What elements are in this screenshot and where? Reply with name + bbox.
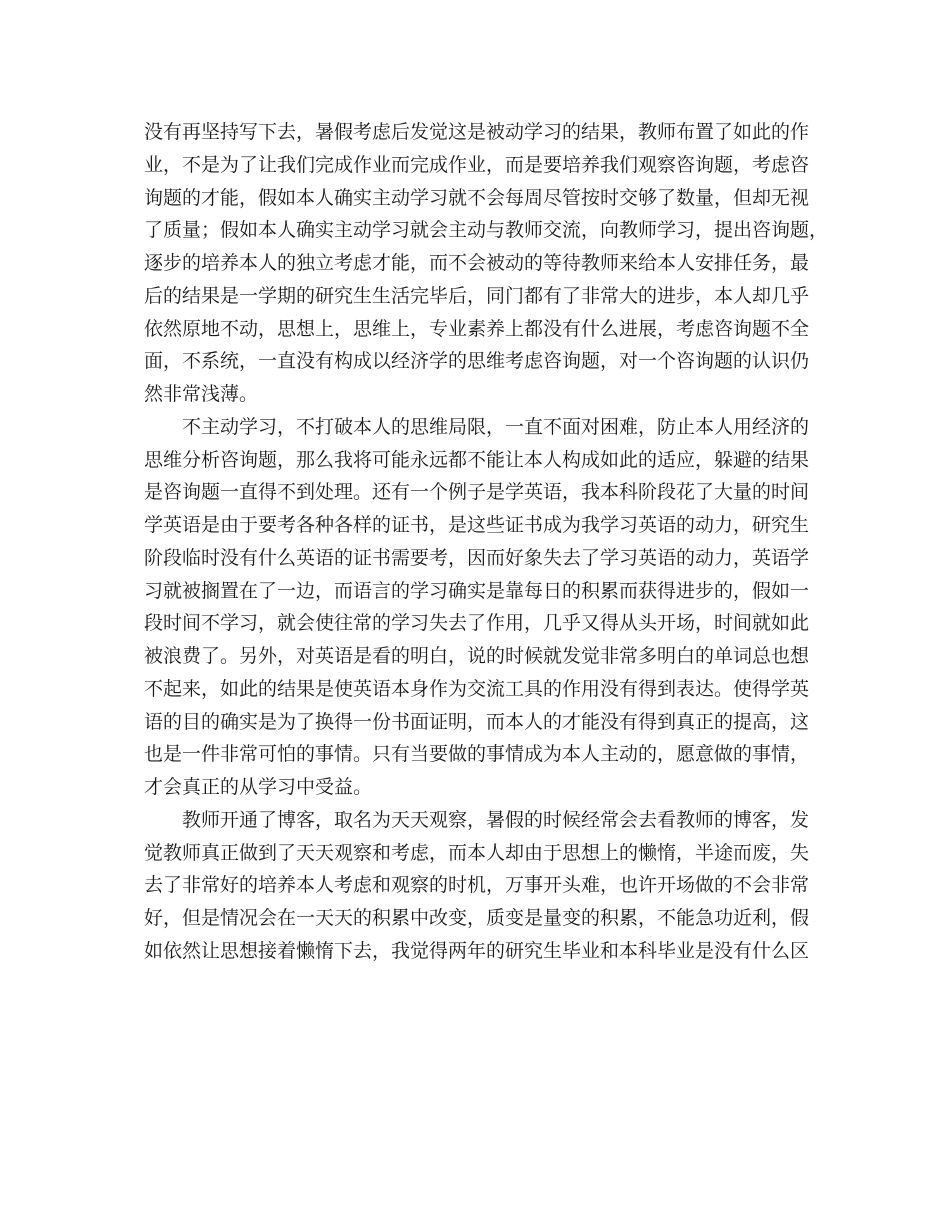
text-line: 后的结果是一学期的研究生生活完毕后，同门都有了非常大的进步，本人却几乎 xyxy=(144,284,810,307)
text-line: 面，不系统，一直没有构成以经济学的思维考虑咨询题，对一个咨询题的认识仍 xyxy=(144,350,810,373)
text-line: 习就被搁置在了一边，而语言的学习确实是靠每日的积累而获得进步的，假如一 xyxy=(144,579,810,602)
text-line: 然非常浅薄。 xyxy=(144,383,259,405)
text-line: 业，不是为了让我们完成作业而完成作业，而是要培养我们观察咨询题，考虑咨 xyxy=(144,153,810,176)
text-line: 如依然让思想接着懒惰下去，我觉得两年的研究生毕业和本科毕业是没有什么区 xyxy=(144,939,810,962)
text-line: 不主动学习，不打破本人的思维局限，一直不面对困难，防止本人用经济的 xyxy=(182,415,810,438)
text-line: 好，但是情况会在一天天的积累中改变，质变是量变的积累，不能急功近利，假 xyxy=(144,907,810,929)
text-line: 学英语是由于要考各种各样的证书，是这些证书成为我学习英语的动力，研究生 xyxy=(144,514,810,536)
text-line: 也是一件非常可怕的事情。只有当要做的事情成为本人主动的，愿意做的事情， xyxy=(144,743,810,766)
paragraph-1 xyxy=(144,116,829,411)
text-line: 思维分析咨询题，那么我将可能永远都不能让本人构成如此的适应，躲避的结果 xyxy=(144,448,810,471)
text-line: 依然原地不动，思想上，思维上，专业素养上都没有什么进展，考虑咨询题不全 xyxy=(144,317,810,340)
text-line: 逐步的培养本人的独立考虑才能，而不会被动的等待教师来给本人安排任务，最 xyxy=(144,252,810,274)
paragraph-3 xyxy=(144,804,810,968)
text-line: 教师开通了博客，取名为天天观察，暑假的时候经常会去看教师的博客，发 xyxy=(182,808,810,831)
text-line: 去了非常好的培养本人考虑和观察的时机，万事开头难，也许开场做的不会非常 xyxy=(144,874,810,897)
text-line: 了质量；假如本人确实主动学习就会主动与教师交流，向教师学习，提出咨询题， xyxy=(144,219,829,242)
text-line: 语的目的确实是为了换得一份书面证明，而本人的才能没有得到真正的提高，这 xyxy=(144,710,810,733)
text-line: 被浪费了。另外，对英语是看的明白，说的时候就发觉非常多明白的单词总也想 xyxy=(144,645,810,667)
text-line: 觉教师真正做到了天天观察和考虑，而本人却由于思想上的懒惰，半途而废，失 xyxy=(144,841,810,864)
text-line: 没有再坚持写下去，暑假考虑后发觉这是被动学习的结果，教师布置了如此的作 xyxy=(144,121,810,143)
paragraph-2 xyxy=(144,411,810,804)
text-line: 才会真正的从学习中受益。 xyxy=(144,776,373,798)
text-line: 不起来，如此的结果是使英语本身作为交流工具的作用没有得到表达。使得学英 xyxy=(144,677,810,700)
text-line: 是咨询题一直得不到处理。还有一个例子是学英语，我本科阶段花了大量的时间 xyxy=(144,481,810,504)
body-text xyxy=(144,116,829,968)
text-line: 阶段临时没有什么英语的证书需要考，因而好象失去了学习英语的动力，英语学 xyxy=(144,546,810,569)
text-line: 询题的才能，假如本人确实主动学习就不会每周尽管按时交够了数量，但却无视 xyxy=(144,186,810,209)
text-line: 段时间不学习，就会使往常的学习失去了作用，几乎又得从头开场，时间就如此 xyxy=(144,612,810,635)
